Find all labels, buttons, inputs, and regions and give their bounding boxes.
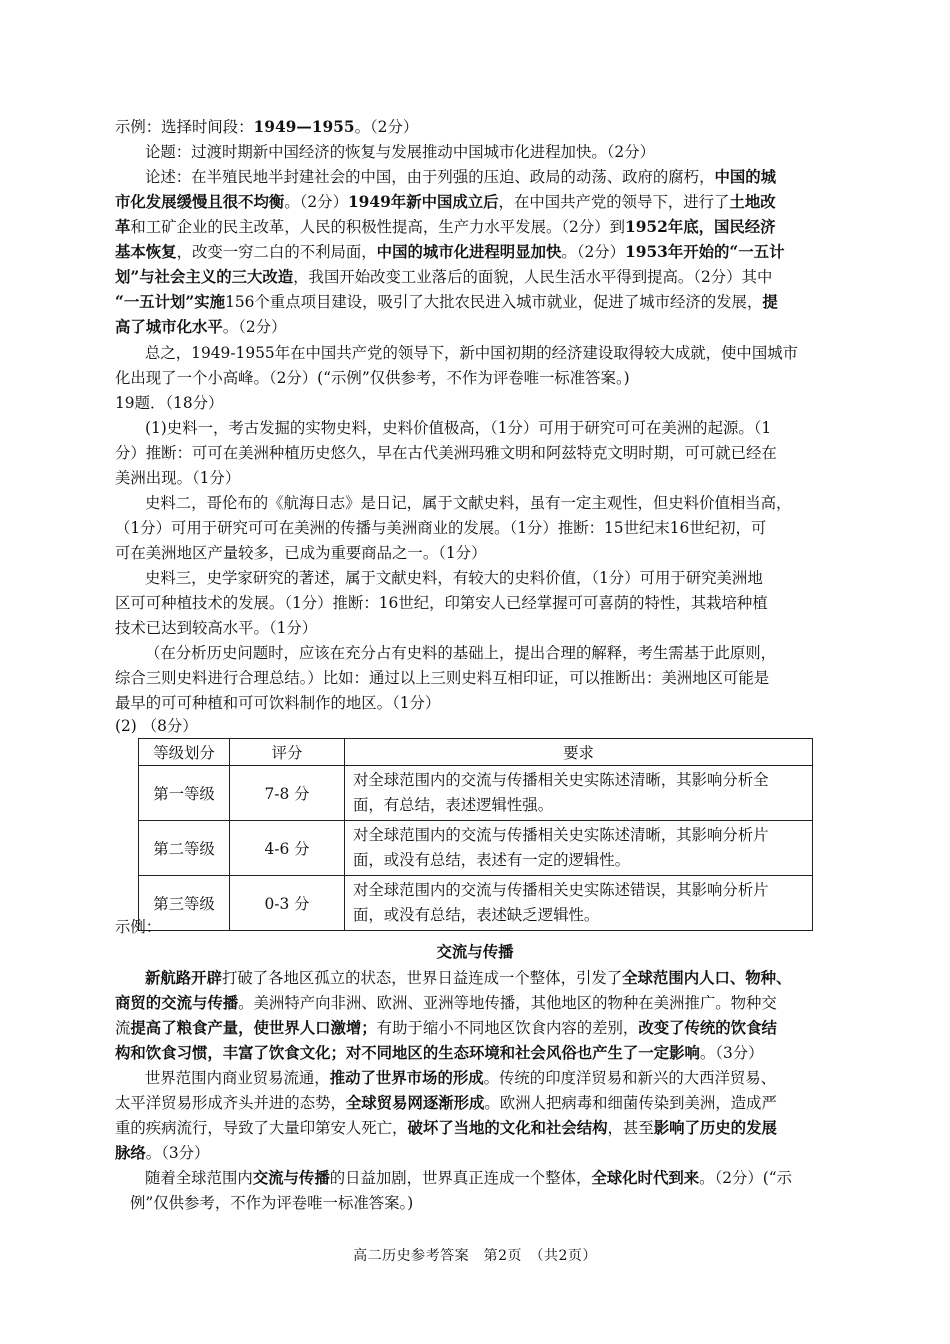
argument-line	[145, 165, 840, 190]
essay-line	[115, 991, 840, 1016]
text: 面，或没有总结，表述缺乏逻辑性。	[353, 906, 600, 924]
requirement-cell	[345, 821, 813, 876]
page-footer: 高二历史参考答案 第2页 （共2页）	[353, 1248, 597, 1264]
text: 。（2分）	[222, 318, 287, 336]
text: 土地改	[729, 193, 776, 211]
text: 有助于缩小不同地区饮食内容的差别，	[376, 1019, 639, 1037]
text: 太平洋贸易形成齐头并进的态势，	[115, 1094, 346, 1112]
text: 全球化时代到来	[591, 1169, 700, 1187]
text: 。（2分）	[284, 193, 348, 211]
example-label: 示例：	[115, 918, 162, 936]
text: 推动了世界市场的形成	[329, 1069, 484, 1087]
essay-line	[145, 1066, 840, 1091]
table-header-row	[139, 739, 813, 766]
text: 。（2分）	[354, 118, 419, 136]
source3-line: 史料三，史学家研究的著述，属于文献史料，有较大的史料价值，（1分）可用于研究美洲地	[145, 569, 763, 587]
text: 流	[115, 1019, 131, 1037]
score-cell: 0-3 分	[230, 876, 345, 931]
text: 。（3分）	[145, 1144, 210, 1162]
essay-title: 交流与传播	[436, 943, 514, 961]
text: 构和饮食习惯，丰富了饮食文化；对不同地区的生态环境和社会风俗也产生了一定影响	[115, 1044, 700, 1062]
text: 156个重点项目建设，吸引了大批农民进入城市就业，促进了城市经济的发展，	[225, 293, 763, 311]
text: 1949—1955	[253, 118, 355, 136]
text: 中国的城	[714, 168, 777, 186]
table-row	[139, 821, 813, 876]
argument-line	[115, 190, 840, 215]
text: 商贸的交流与传播	[115, 994, 239, 1012]
text: 基本恢复	[115, 243, 177, 261]
text: 面，或没有总结，表述有一定的逻辑性。	[353, 851, 631, 869]
text: 1949年新中国成立后	[347, 193, 499, 211]
text: 面，有总结，表述逻辑性强。	[353, 796, 554, 814]
text: 。传统的印度洋贸易和新兴的大西洋贸易、	[483, 1069, 777, 1087]
text: 提	[762, 293, 778, 311]
source2-line: （1分）可用于研究可可在美洲的传播与美洲商业的发展。（1分）推断：15世纪末16世纪初，可	[115, 519, 767, 537]
requirement-cell	[345, 766, 813, 821]
argument-line	[115, 215, 840, 240]
essay-line	[115, 1016, 840, 1041]
level-cell: 第二等级	[139, 821, 230, 876]
text: 。美洲特产向非洲、欧洲、亚洲等地传播，其他地区的物种在美洲推广。物种交	[238, 994, 777, 1012]
text: 影响了历史的发展	[653, 1119, 777, 1137]
grading-rubric-table	[138, 738, 813, 931]
text: 交流与传播	[252, 1169, 330, 1187]
text: 打破了各地区孤立的状态，世界日益连成一个整体，引发了	[221, 969, 623, 987]
text: 。欧洲人把病毒和细菌传染到美洲，造成严	[484, 1094, 777, 1112]
analysis-note-line: 最早的可可种植和可可饮料制作的地区。（1分）	[115, 694, 441, 712]
text: 划”与社会主义的三大改造	[115, 268, 294, 286]
text: 。（3分）	[699, 1044, 764, 1062]
summary-line: 总之，1949-1955年在中国共产党的领导下，新中国初期的经济建设取得较大成就，使中国城市	[145, 344, 798, 362]
text: 革	[115, 218, 131, 236]
summary-line: 化出现了一个小高峰。（2分）(“示例”仅供参考，不作为评卷唯一标准答案。)	[115, 369, 630, 387]
level-cell: 第三等级	[139, 876, 230, 931]
text: 高了城市化水平	[115, 318, 223, 336]
text: 世界范围内商业贸易流通，	[145, 1069, 330, 1087]
source1-line: 美洲出现。（1分）	[115, 469, 241, 487]
text: 中国的城市化进程明显加快	[376, 243, 562, 261]
argument-line	[115, 315, 840, 340]
argument-line	[115, 290, 840, 315]
source3-line: 技术已达到较高水平。（1分）	[115, 619, 318, 637]
thesis-line: 论题：过渡时期新中国经济的恢复与发展推动中国城市化进程加快。（2分）	[145, 143, 655, 161]
source1-line: 分）推断：可可在美洲种植历史悠久，早在古代美洲玛雅文明和阿兹特克文明时期，可可就已经在	[115, 444, 777, 462]
text: ，甚至	[607, 1119, 654, 1137]
text: 脉络	[115, 1144, 146, 1162]
column-header: 要求	[345, 739, 813, 766]
source2-line: 可在美洲地区产量较多，已成为重要商品之一。（1分）	[115, 544, 487, 562]
essay-line	[145, 966, 840, 991]
text: 。（2分）(“示	[699, 1169, 793, 1187]
text: 1952年底，国民经济	[625, 218, 776, 236]
argument-line	[115, 265, 840, 290]
example-period-line	[115, 115, 840, 140]
source2-line: 史料二，哥伦布的《航海日志》是日记，属于文献史料，虽有一定主观性，但史料价值相当高，	[145, 494, 792, 512]
text: 全球贸易网逐渐形成	[345, 1094, 485, 1112]
text: 论述：在半殖民地半封建社会的中国，由于列强的压迫、政局的动荡、政府的腐朽，	[145, 168, 715, 186]
level-cell: 第一等级	[139, 766, 230, 821]
analysis-note-line: 综合三则史料进行合理总结。）比如：通过以上三则史料互相印证，可以推断出：美洲地区可能是	[115, 669, 770, 687]
question-19-header: 19题．（18分）	[115, 394, 224, 412]
text: 改变了传统的饮食结	[638, 1019, 777, 1037]
essay-line	[115, 1091, 840, 1116]
text: 市化发展缓慢且很不均衡	[115, 193, 285, 211]
text: 破坏了当地的文化和社会结构	[407, 1119, 608, 1137]
text: ，我国开始改变工业落后的面貌，人民生活水平得到提高。（2分）其中	[293, 268, 773, 286]
text: 重的疾病流行，导致了大量印第安人死亡，	[115, 1119, 408, 1137]
score-cell: 7-8 分	[230, 766, 345, 821]
text: ，改变一穷二白的不利局面，	[176, 243, 377, 261]
essay-line	[115, 1041, 840, 1066]
text: 新航路开辟	[145, 969, 222, 987]
text: 和工矿企业的民主改革，人民的积极性提高，生产力水平发展。（2分）到	[130, 218, 625, 236]
text: 随着全球范围内	[145, 1169, 253, 1187]
text: 。（2分）	[561, 243, 626, 261]
argument-line	[115, 240, 840, 265]
source1-line: (1)史料一，考古发掘的实物史料，史料价值极高，（1分）可用于研究可可在美洲的起源。（1	[145, 419, 772, 437]
essay-line: 例”仅供参考，不作为评卷唯一标准答案。)	[130, 1194, 414, 1212]
text: 的日益加剧，世界真正连成一个整体，	[329, 1169, 592, 1187]
column-header: 等级划分	[139, 739, 230, 766]
text: 1953年开始的“一五计	[625, 243, 785, 261]
part-2-header: (2) （8分）	[115, 717, 198, 735]
text: 示例：选择时间段：	[115, 118, 254, 136]
table-row	[139, 766, 813, 821]
text: “一五计划”实施	[115, 293, 226, 311]
text: ，在中国共产党的领导下，进行了	[498, 193, 730, 211]
analysis-note-line: （在分析历史问题时，应该在充分占有史料的基础上，提出合理的解释，考生需基于此原则，	[145, 644, 777, 662]
score-cell: 4-6 分	[230, 821, 345, 876]
text: 对全球范围内的交流与传播相关史实陈述清晰，其影响分析片	[353, 826, 769, 844]
essay-line	[115, 1116, 840, 1141]
text: 提高了粮食产量，使世界人口激增；	[130, 1019, 377, 1037]
column-header: 评分	[230, 739, 345, 766]
essay-line	[145, 1166, 840, 1191]
essay-line	[115, 1141, 840, 1166]
text: 对全球范围内的交流与传播相关史实陈述错误，其影响分析片	[353, 881, 769, 899]
text: 对全球范围内的交流与传播相关史实陈述清晰，其影响分析全	[353, 771, 769, 789]
source3-line: 区可可种植技术的发展。（1分）推断：16世纪，印第安人已经掌握可可喜荫的特性，其栽培种植	[115, 594, 768, 612]
text: 全球范围内人口、物种、	[622, 969, 792, 987]
